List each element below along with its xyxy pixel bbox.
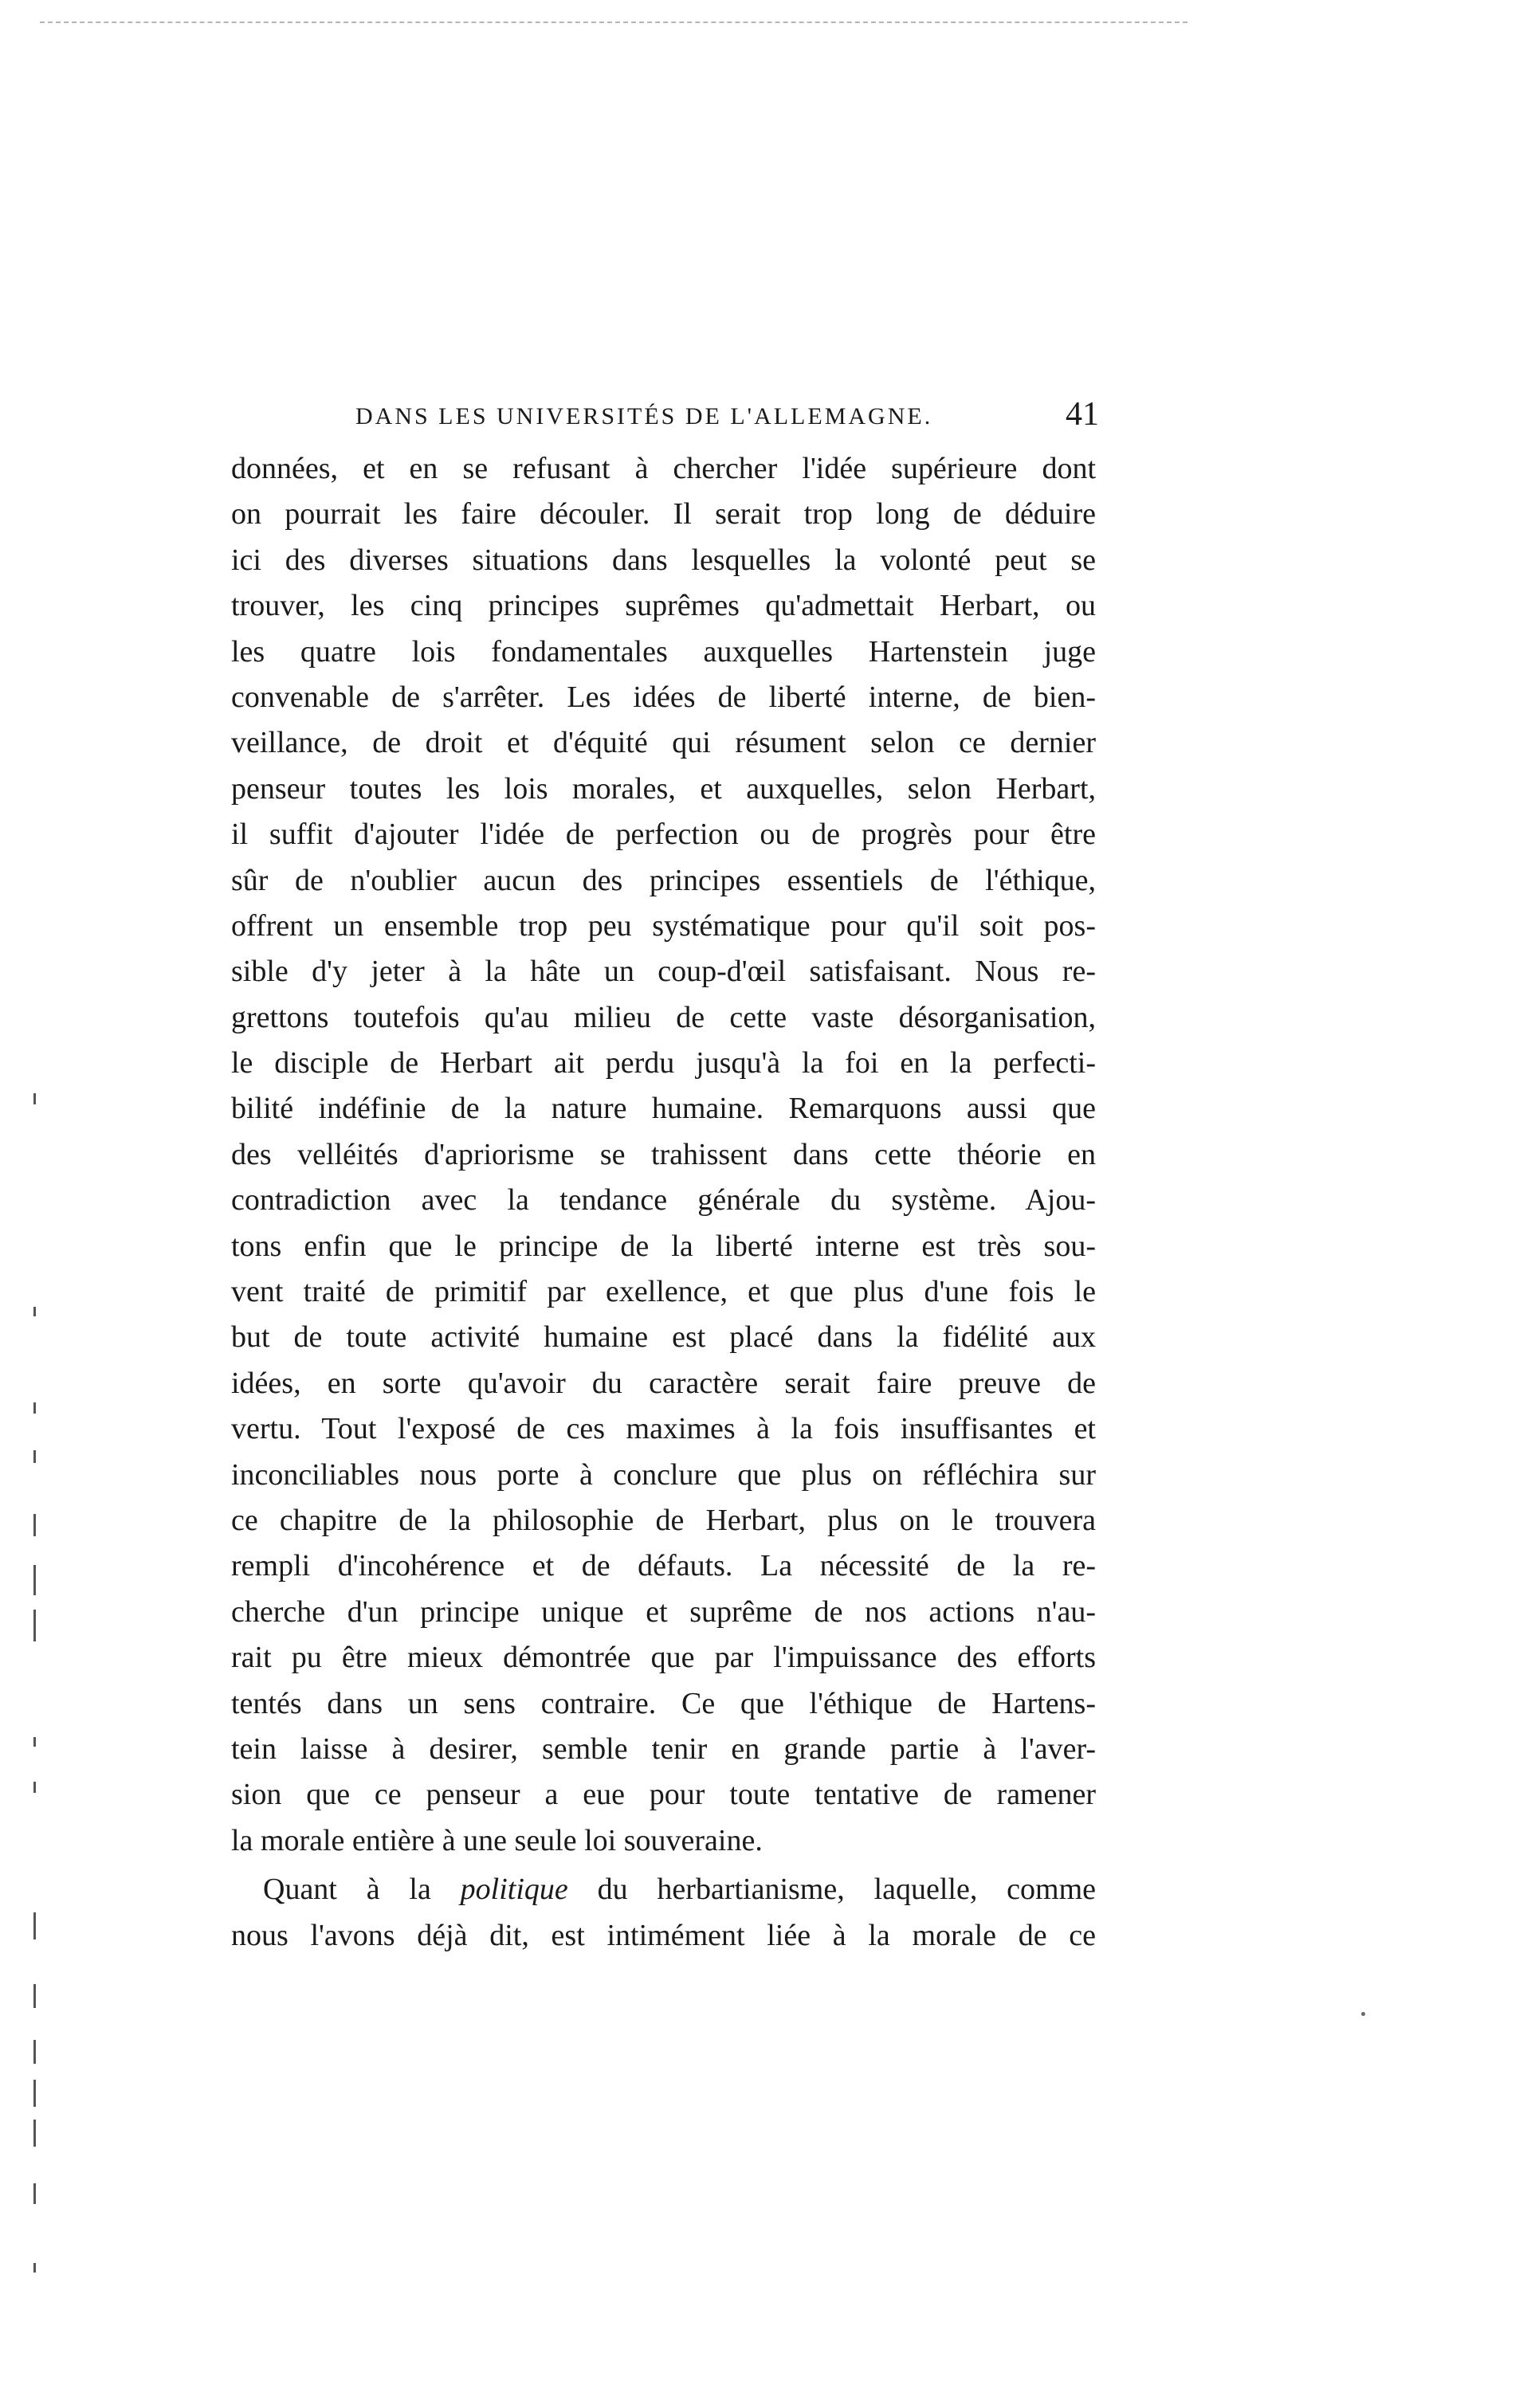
margin-mark <box>33 2183 36 2204</box>
text-line: sible d'y jeter à la hâte un coup-d'œil satisfaisant. Nous re- <box>231 955 1096 989</box>
text-line: cherche d'un principe unique et suprême de nos actions n'au- <box>231 1594 1096 1629</box>
text-line: vertu. Tout l'exposé de ces maximes à la fois insuffisantes et <box>231 1412 1096 1446</box>
margin-mark <box>33 1737 36 1747</box>
top-scan-rule <box>40 22 1187 23</box>
text-line: nous l'avons déjà dit, est intimément liée à la morale de ce <box>231 1918 1096 1952</box>
text-line: les quatre lois fondamentales auxquelles Hartenstein juge <box>231 634 1096 669</box>
text-line: données, et en se refusant à chercher l'idée supérieure dont <box>231 452 1096 485</box>
paragraph-1 <box>231 446 1096 1864</box>
margin-mark <box>33 1307 36 1316</box>
text-line: inconciliables nous porte à conclure que plus on réfléchira sur <box>231 1457 1096 1492</box>
text-line: on pourrait les faire découler. Il serait trop long de déduire <box>231 497 1096 531</box>
running-head <box>231 390 1099 446</box>
text-line: sion que ce penseur a eue pour toute tentative de ramener <box>231 1778 1096 1812</box>
book-page <box>231 390 1099 1959</box>
paragraph-2 <box>231 1867 1096 1959</box>
text-line: convenable de s'arrêter. Les idées de liberté interne, de bien- <box>231 680 1096 714</box>
text-line: idées, en sorte qu'avoir du caractère serait faire preuve de <box>231 1366 1096 1400</box>
page-number: 41 <box>1066 396 1099 433</box>
scan-speck <box>1361 2012 1365 2016</box>
text-line: tons enfin que le principe de la liberté interne est très sou- <box>231 1229 1096 1263</box>
margin-mark <box>33 1093 36 1104</box>
text-line: la morale entière à une seule loi souveraine. <box>231 1823 763 1857</box>
margin-mark <box>33 2120 36 2147</box>
text-line: sûr de n'oublier aucun des principes essentiels de l'éthique, <box>231 863 1096 897</box>
text-line: tein laisse à desirer, semble tenir en grande partie à l'aver- <box>231 1731 1096 1766</box>
text-line: ici des diverses situations dans lesquelles la volonté peut se <box>231 543 1096 577</box>
text-line: penseur toutes les lois morales, et auxquelles, selon Herbart, <box>231 771 1096 806</box>
text-line: offrent un ensemble trop peu systématique pour qu'il soit pos- <box>231 908 1096 943</box>
text-line: des velléités d'apriorisme se trahissent dans cette théorie en <box>231 1137 1096 1171</box>
margin-mark <box>33 1782 36 1793</box>
italic-term: politique <box>460 1873 568 1907</box>
text-line: trouver, les cinq principes suprêmes qu'admettait Herbart, ou <box>231 589 1096 623</box>
text-run: du herbartianisme, laquelle, comme <box>567 1873 1096 1907</box>
margin-mark <box>33 1402 36 1414</box>
text-line: rait pu être mieux démontrée que par l'impuissance des efforts <box>231 1641 1096 1675</box>
text-line: rempli d'incohérence et de défauts. La nécessité de la re- <box>231 1549 1096 1583</box>
margin-mark <box>33 1514 36 1536</box>
text-line: tentés dans un sens contraire. Ce que l'éthique de Hartens- <box>231 1686 1096 1720</box>
margin-mark <box>33 2080 36 2107</box>
text-line: contradiction avec la tendance générale du système. Ajou- <box>231 1183 1096 1218</box>
text-line: il suffit d'ajouter l'idée de perfection ou de progrès pour être <box>231 818 1096 852</box>
margin-mark <box>33 1912 36 1939</box>
text-line: vent traité de primitif par exellence, et que plus d'une fois le <box>231 1275 1096 1309</box>
margin-mark <box>33 2040 36 2064</box>
text-line: grettons toutefois qu'au milieu de cette vaste désorganisation, <box>231 1000 1096 1034</box>
text-line: ce chapitre de la philosophie de Herbart, plus on le trouvera <box>231 1503 1096 1537</box>
text-line: but de toute activité humaine est placé dans la fidélité aux <box>231 1320 1096 1355</box>
text-line <box>231 1867 1096 1912</box>
text-line: bilité indéfinie de la nature humaine. Remarquons aussi que <box>231 1092 1096 1126</box>
margin-mark <box>33 1565 36 1595</box>
running-title: DANS LES UNIVERSITÉS DE L'ALLEMAGNE. <box>355 403 933 429</box>
margin-mark <box>33 1610 36 1641</box>
margin-mark <box>33 1984 36 2008</box>
text-run: Quant à la <box>263 1873 461 1907</box>
margin-mark <box>33 2263 36 2273</box>
text-line: le disciple de Herbart ait perdu jusqu'à la foi en la perfecti- <box>231 1046 1096 1080</box>
text-line: veillance, de droit et d'équité qui résument selon ce dernier <box>231 726 1096 760</box>
margin-mark <box>33 1450 36 1463</box>
